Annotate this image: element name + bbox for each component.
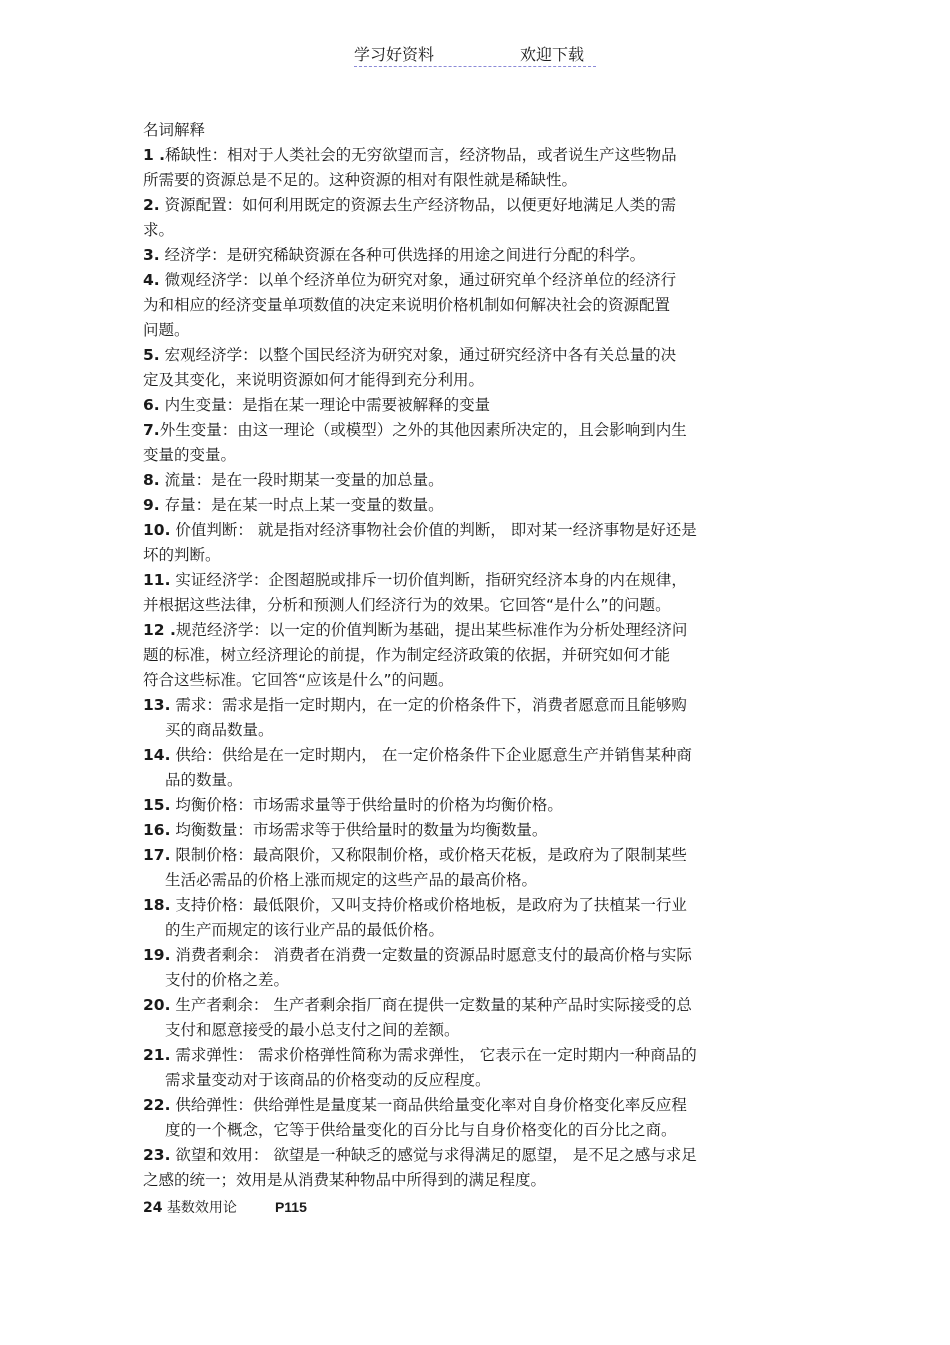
entry-line bbox=[143, 1043, 813, 1068]
entry-number: 2. bbox=[143, 196, 160, 214]
entry-text: 稀缺性：相对于人类社会的无穷欲望而言，经济物品，或者说生产这些物品 bbox=[165, 146, 677, 164]
entry-text: 所需要的资源总是不足的。这种资源的相对有限性就是稀缺性。 bbox=[143, 171, 578, 189]
entry-text: 支持价格：最低限价，又叫支持价格或价格地板，是政府为了扶植某一行业 bbox=[170, 896, 687, 914]
footer-text: 基数效用论 bbox=[162, 1200, 237, 1216]
entry-text: 符合这些标准。它回答“应该是什么”的问题。 bbox=[143, 671, 454, 689]
entry-text: 生活必需品的价格上涨而规定的这些产品的最高价格。 bbox=[165, 871, 538, 889]
entry-line bbox=[143, 393, 813, 418]
entry-text: 的生产而规定的该行业产品的最低价格。 bbox=[165, 921, 445, 939]
entry-line bbox=[143, 1093, 813, 1118]
entry-line bbox=[143, 293, 813, 318]
list-item bbox=[143, 1043, 813, 1093]
entry-number: 5. bbox=[143, 346, 160, 364]
entry-line bbox=[143, 143, 813, 168]
entry-line bbox=[143, 1018, 813, 1043]
entry-line bbox=[143, 743, 813, 768]
entry-number: 1 . bbox=[143, 146, 166, 164]
entry-text: 限制价格：最高限价，又称限制价格，或价格天花板，是政府为了限制某些 bbox=[170, 846, 687, 864]
entry-line bbox=[143, 518, 813, 543]
entry-text: 宏观经济学：以整个国民经济为研究对象，通过研究经济中各有关总量的决 bbox=[159, 346, 677, 364]
entry-text: 需求弹性： 需求价格弹性简称为需求弹性， 它表示在一定时期内一种商品的 bbox=[170, 1046, 697, 1064]
list-item bbox=[143, 743, 813, 793]
footer-line bbox=[143, 1195, 813, 1221]
entry-line bbox=[143, 1143, 813, 1168]
entry-number: 15. bbox=[143, 796, 171, 814]
entry-line bbox=[143, 318, 813, 343]
entry-text: 规范经济学：以一定的价值判断为基础，提出某些标准作为分析处理经济问 bbox=[175, 621, 688, 639]
list-item bbox=[143, 243, 813, 268]
list-item bbox=[143, 343, 813, 393]
entry-number: 12 . bbox=[143, 621, 176, 639]
list-item bbox=[143, 418, 813, 468]
entry-text: 欲望和效用： 欲望是一种缺乏的感觉与求得满足的愿望， 是不足之感与求足 bbox=[170, 1146, 697, 1164]
entry-line bbox=[143, 818, 813, 843]
entry-line bbox=[143, 618, 813, 643]
entry-number: 18. bbox=[143, 896, 171, 914]
entry-line bbox=[143, 493, 813, 518]
list-item bbox=[143, 568, 813, 618]
entry-line bbox=[143, 193, 813, 218]
entry-text: 外生变量：由这一理论（或模型）之外的其他因素所决定的，且会影响到内生 bbox=[159, 421, 687, 439]
entry-text: 求。 bbox=[143, 221, 175, 239]
list-item bbox=[143, 618, 813, 693]
footer-page-ref: P115 bbox=[274, 1199, 307, 1215]
entry-line bbox=[143, 993, 813, 1018]
list-item bbox=[143, 793, 813, 818]
entry-text: 支付的价格之差。 bbox=[165, 971, 290, 989]
entry-text: 买的商品数量。 bbox=[165, 721, 274, 739]
entry-text: 定及其变化，来说明资源如何才能得到充分利用。 bbox=[143, 371, 485, 389]
entry-line bbox=[143, 793, 813, 818]
entry-text: 消费者剩余： 消费者在消费一定数量的资源品时愿意支付的最高价格与实际 bbox=[170, 946, 692, 964]
entry-line bbox=[143, 468, 813, 493]
entry-number: 23. bbox=[143, 1146, 171, 1164]
entry-text: 需求量变动对于该商品的价格变动的反应程度。 bbox=[165, 1071, 491, 1089]
entry-text: 经济学：是研究稀缺资源在各种可供选择的用途之间进行分配的科学。 bbox=[159, 246, 646, 264]
entry-text: 品的数量。 bbox=[165, 771, 243, 789]
entry-number: 21. bbox=[143, 1046, 171, 1064]
entry-line bbox=[143, 593, 813, 618]
entry-number: 6. bbox=[143, 396, 160, 414]
entry-text: 价值判断： 就是指对经济事物社会价值的判断， 即对某一经济事物是好还是 bbox=[170, 521, 697, 539]
list-item bbox=[143, 268, 813, 343]
entry-text: 变量的变量。 bbox=[143, 446, 237, 464]
entry-text: 微观经济学：以单个经济单位为研究对象，通过研究单个经济单位的经济行 bbox=[159, 271, 677, 289]
list-item bbox=[143, 1093, 813, 1143]
entry-line bbox=[143, 918, 813, 943]
entry-line bbox=[143, 543, 813, 568]
entry-number: 7. bbox=[143, 421, 160, 439]
entry-line bbox=[143, 668, 813, 693]
entry-line bbox=[143, 943, 813, 968]
entry-number: 19. bbox=[143, 946, 171, 964]
entry-number: 13. bbox=[143, 696, 171, 714]
entry-line bbox=[143, 243, 813, 268]
list-item bbox=[143, 893, 813, 943]
page-header bbox=[354, 40, 596, 67]
entry-line bbox=[143, 443, 813, 468]
entry-line bbox=[143, 1068, 813, 1093]
entry-text: 需求：需求是指一定时期内，在一定的价格条件下，消费者愿意而且能够购 bbox=[170, 696, 687, 714]
entry-text: 资源配置：如何利用既定的资源去生产经济物品，以便更好地满足人类的需 bbox=[159, 196, 677, 214]
list-item bbox=[143, 943, 813, 993]
entry-line bbox=[143, 868, 813, 893]
entry-number: 3. bbox=[143, 246, 160, 264]
entry-text: 均衡价格：市场需求量等于供给量时的价格为均衡价格。 bbox=[170, 796, 563, 814]
entry-line bbox=[143, 718, 813, 743]
entry-line bbox=[143, 168, 813, 193]
entry-line bbox=[143, 1118, 813, 1143]
entry-list bbox=[143, 143, 813, 1193]
entry-number: 17. bbox=[143, 846, 171, 864]
entry-number: 14. bbox=[143, 746, 171, 764]
list-item bbox=[143, 493, 813, 518]
list-item bbox=[143, 843, 813, 893]
entry-line bbox=[143, 343, 813, 368]
entry-text: 内生变量：是指在某一理论中需要被解释的变量 bbox=[159, 396, 491, 414]
entry-line bbox=[143, 368, 813, 393]
entry-text: 供给：供给是在一定时期内， 在一定价格条件下企业愿意生产并销售某种商 bbox=[170, 746, 692, 764]
list-item bbox=[143, 468, 813, 493]
entry-number: 8. bbox=[143, 471, 160, 489]
entry-number: 10. bbox=[143, 521, 171, 539]
entry-text: 生产者剩余： 生产者剩余指厂商在提供一定数量的某种产品时实际接受的总 bbox=[170, 996, 692, 1014]
list-item bbox=[143, 818, 813, 843]
entry-line bbox=[143, 418, 813, 443]
entry-text: 实证经济学：企图超脱或排斥一切价值判断，指研究经济本身的内在规律， bbox=[170, 571, 687, 589]
entry-text: 之感的统一；效用是从消费某种物品中所得到的满足程度。 bbox=[143, 1171, 547, 1189]
entry-line bbox=[143, 893, 813, 918]
section-title: 名词解释 bbox=[143, 121, 206, 139]
entry-line bbox=[143, 643, 813, 668]
document-body bbox=[143, 118, 813, 1221]
entry-text: 供给弹性：供给弹性是量度某一商品供给量变化率对自身价格变化率反应程 bbox=[170, 1096, 687, 1114]
entry-text: 流量：是在一段时期某一变量的加总量。 bbox=[159, 471, 444, 489]
list-item bbox=[143, 143, 813, 193]
entry-number: 20. bbox=[143, 996, 171, 1014]
footer-number: 24 bbox=[143, 1200, 163, 1216]
list-item bbox=[143, 518, 813, 568]
entry-number: 22. bbox=[143, 1096, 171, 1114]
entry-number: 4. bbox=[143, 271, 160, 289]
header-right-text: 欢迎下载 bbox=[520, 45, 585, 64]
entry-line bbox=[143, 268, 813, 293]
entry-line bbox=[143, 693, 813, 718]
entry-line bbox=[143, 843, 813, 868]
entry-text: 支付和愿意接受的最小总支付之间的差额。 bbox=[165, 1021, 460, 1039]
list-item bbox=[143, 393, 813, 418]
entry-text: 存量：是在某一时点上某一变量的数量。 bbox=[159, 496, 444, 514]
entry-line bbox=[143, 568, 813, 593]
list-item bbox=[143, 193, 813, 243]
entry-text: 并根据这些法律，分析和预测人们经济行为的效果。它回答“是什么”的问题。 bbox=[143, 596, 671, 614]
list-item bbox=[143, 693, 813, 743]
entry-line bbox=[143, 968, 813, 993]
entry-text: 坏的判断。 bbox=[143, 546, 221, 564]
entry-line bbox=[143, 218, 813, 243]
list-item bbox=[143, 993, 813, 1043]
entry-number: 9. bbox=[143, 496, 160, 514]
entry-number: 16. bbox=[143, 821, 171, 839]
entry-text: 题的标准，树立经济理论的前提，作为制定经济政策的依据，并研究如何才能 bbox=[143, 646, 671, 664]
entry-text: 均衡数量：市场需求等于供给量时的数量为均衡数量。 bbox=[170, 821, 548, 839]
entry-text: 度的一个概念，它等于供给量变化的百分比与自身价格变化的百分比之商。 bbox=[165, 1121, 677, 1139]
entry-line bbox=[143, 1168, 813, 1193]
entry-number: 11. bbox=[143, 571, 171, 589]
list-item bbox=[143, 1143, 813, 1193]
entry-text: 为和相应的经济变量单项数值的决定来说明价格机制如何解决社会的资源配置 bbox=[143, 296, 671, 314]
entry-text: 问题。 bbox=[143, 321, 190, 339]
entry-line bbox=[143, 768, 813, 793]
header-left-text: 学习好资料 bbox=[354, 45, 435, 64]
